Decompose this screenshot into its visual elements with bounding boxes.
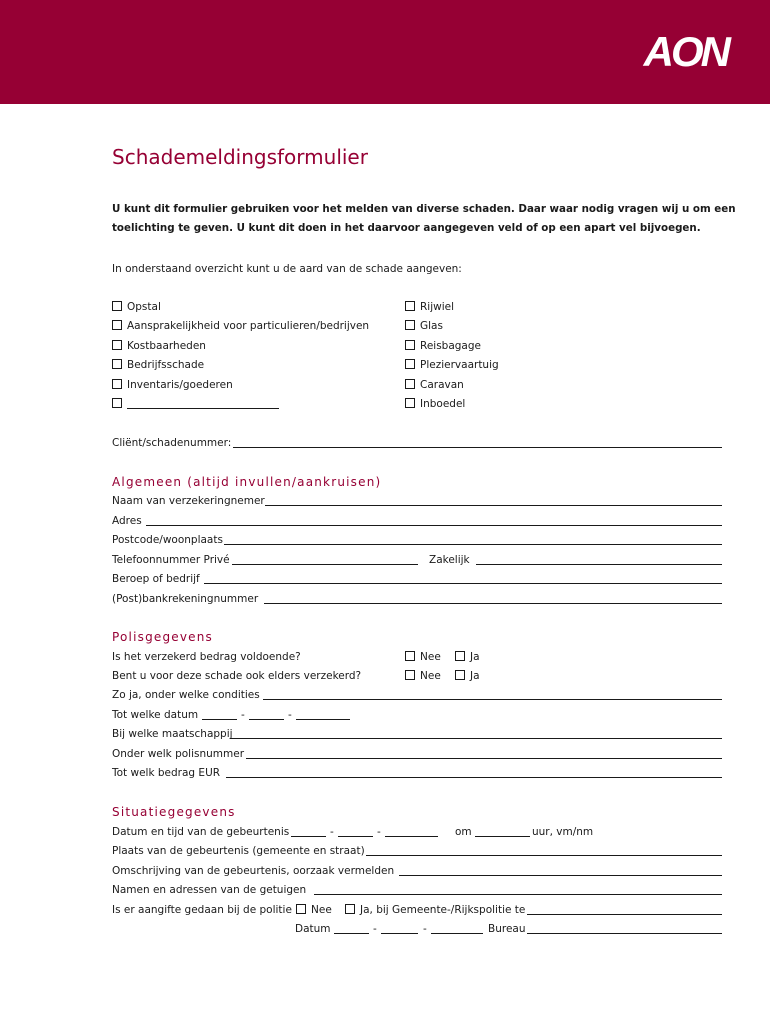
occupation-label: Beroep of bedrijf <box>112 573 200 585</box>
damage-type-right-4-checkbox[interactable] <box>405 378 464 392</box>
police-report-no-checkbox[interactable]: Nee <box>296 903 332 917</box>
witnesses-label: Namen en adressen van de getuigen <box>112 884 307 896</box>
time-unit-label: uur, vm/nm <box>532 826 594 838</box>
damage-type-label: Rijwiel <box>420 301 455 313</box>
report-month-field[interactable] <box>381 933 418 934</box>
event-datetime-label: Datum en tijd van de gebeurtenis <box>112 826 290 838</box>
damage-type-label: Aansprakelijkheid voor particulieren/bedrijven <box>127 320 370 332</box>
amount-field[interactable] <box>226 777 722 778</box>
bank-account-field[interactable] <box>264 603 722 604</box>
until-year-field[interactable] <box>296 719 350 720</box>
damage-type-left-4-checkbox[interactable] <box>112 378 233 392</box>
company-label: Bij welke maatschappij <box>112 728 233 740</box>
intro-line-2: toelichting te geven. U kunt dit doen in het daarvoor aangegeven veld of op een apart vel bijvoegen. <box>112 222 701 234</box>
conditions-label: Zo ja, onder welke condities <box>112 689 260 701</box>
checkbox-icon <box>455 651 465 661</box>
other-damage-type-field[interactable] <box>127 398 279 409</box>
address-field[interactable] <box>146 525 722 526</box>
address-label: Adres <box>112 515 142 527</box>
event-place-label: Plaats van de gebeurtenis (gemeente en straat) <box>112 845 365 857</box>
section-polis-heading: Polisgegevens <box>112 630 214 644</box>
checkbox-icon <box>112 301 122 311</box>
event-description-field[interactable] <box>399 875 722 876</box>
bureau-label: Bureau <box>488 923 526 935</box>
damage-type-right-3-checkbox[interactable] <box>405 358 499 372</box>
checkbox-icon <box>455 670 465 680</box>
damage-type-left-3-checkbox[interactable] <box>112 358 204 372</box>
checkbox-icon <box>405 359 415 369</box>
time-at-label: om <box>455 826 472 838</box>
until-month-field[interactable] <box>249 719 284 720</box>
damage-type-label: Reisbagage <box>420 340 481 352</box>
phone-private-label: Telefoonnummer Privé <box>112 554 230 566</box>
sum-insured-no-checkbox[interactable]: Nee <box>405 650 441 664</box>
amount-label: Tot welk bedrag EUR <box>112 767 221 779</box>
date-separator: - <box>377 826 381 838</box>
policyholder-name-label: Naam van verzekeringnemer <box>112 495 265 507</box>
checkbox-icon <box>405 379 415 389</box>
until-date-label: Tot welke datum <box>112 709 199 721</box>
page-title: Schademeldingsformulier <box>112 145 368 169</box>
event-description-label: Omschrijving van de gebeurtenis, oorzaak vermelden <box>112 865 395 877</box>
damage-type-label: Bedrijfsschade <box>127 359 205 371</box>
damage-type-label: Glas <box>420 320 443 332</box>
police-report-label: Is er aangifte gedaan bij de politie <box>112 904 292 916</box>
checkbox-icon <box>345 904 355 914</box>
event-place-field[interactable] <box>366 855 722 856</box>
witnesses-field[interactable] <box>314 894 722 895</box>
date-separator: - <box>373 923 377 935</box>
damage-type-left-2-checkbox[interactable] <box>112 339 206 353</box>
damage-type-right-5-checkbox[interactable] <box>405 397 465 411</box>
policyholder-name-field[interactable] <box>265 505 722 506</box>
event-month-field[interactable] <box>338 836 373 837</box>
client-number-label: Cliënt/schadenummer: <box>112 437 232 449</box>
overview-text: In onderstaand overzicht kunt u de aard van de schade aangeven: <box>112 263 462 275</box>
postcode-label: Postcode/woonplaats <box>112 534 223 546</box>
checkbox-icon <box>405 320 415 330</box>
until-day-field[interactable] <box>202 719 237 720</box>
event-day-field[interactable] <box>291 836 326 837</box>
report-date-label: Datum <box>295 923 331 935</box>
bank-account-label: (Post)bankrekeningnummer <box>112 593 259 605</box>
insured-elsewhere-yes-checkbox[interactable]: Ja <box>455 669 480 683</box>
checkbox-icon <box>405 301 415 311</box>
damage-type-label: Opstal <box>127 301 161 313</box>
damage-type-right-2-checkbox[interactable] <box>405 339 481 353</box>
policy-number-field[interactable] <box>246 758 722 759</box>
damage-type-left-5-checkbox[interactable] <box>112 397 279 411</box>
damage-type-label: Caravan <box>420 379 464 391</box>
date-separator: - <box>241 709 245 721</box>
date-separator: - <box>423 923 427 935</box>
event-year-field[interactable] <box>385 836 438 837</box>
aon-logo: AON <box>643 28 728 75</box>
police-station-field[interactable] <box>527 914 722 915</box>
phone-business-label: Zakelijk <box>429 554 470 566</box>
checkbox-icon <box>112 359 122 369</box>
sum-insured-yes-checkbox[interactable]: Ja <box>455 650 480 664</box>
phone-private-field[interactable] <box>232 564 418 565</box>
checkbox-icon <box>112 379 122 389</box>
checkbox-icon <box>112 398 122 408</box>
section-algemeen-heading: Algemeen (altijd invullen/aankruisen) <box>112 475 382 489</box>
date-separator: - <box>288 709 292 721</box>
checkbox-icon <box>405 670 415 680</box>
postcode-field[interactable] <box>224 544 722 545</box>
report-year-field[interactable] <box>431 933 483 934</box>
occupation-field[interactable] <box>204 583 722 584</box>
damage-type-left-1-checkbox[interactable] <box>112 319 369 333</box>
header-banner <box>0 0 770 104</box>
checkbox-icon <box>405 651 415 661</box>
conditions-field[interactable] <box>263 699 722 700</box>
checkbox-icon <box>112 320 122 330</box>
checkbox-icon <box>405 398 415 408</box>
policy-number-label: Onder welk polisnummer <box>112 748 245 760</box>
section-situatie-heading: Situatiegegevens <box>112 805 236 819</box>
damage-type-label: Pleziervaartuig <box>420 359 499 371</box>
date-separator: - <box>330 826 334 838</box>
damage-type-right-0-checkbox[interactable] <box>405 300 454 314</box>
client-number-field[interactable] <box>233 447 722 448</box>
insured-elsewhere-no-checkbox[interactable]: Nee <box>405 669 441 683</box>
insured-elsewhere-question: Bent u voor deze schade ook elders verzekerd? <box>112 670 362 682</box>
event-time-field[interactable] <box>475 836 530 837</box>
checkbox-icon <box>296 904 306 914</box>
phone-business-field[interactable] <box>476 564 722 565</box>
police-report-yes-checkbox[interactable]: Ja, bij Gemeente-/Rijkspolitie te <box>345 903 525 917</box>
damage-type-label: Kostbaarheden <box>127 340 206 352</box>
sum-insured-question: Is het verzekerd bedrag voldoende? <box>112 651 301 663</box>
intro-line-1: U kunt dit formulier gebruiken voor het melden van diverse schaden. Daar waar nodig vragen wij u om een <box>112 203 736 215</box>
damage-type-right-1-checkbox[interactable] <box>405 319 443 333</box>
damage-type-left-0-checkbox[interactable] <box>112 300 161 314</box>
damage-type-label: Inboedel <box>420 398 466 410</box>
damage-type-label: Inventaris/goederen <box>127 379 233 391</box>
bureau-field[interactable] <box>527 933 722 934</box>
checkbox-icon <box>112 340 122 350</box>
report-day-field[interactable] <box>334 933 369 934</box>
company-field[interactable] <box>230 738 722 739</box>
checkbox-icon <box>405 340 415 350</box>
